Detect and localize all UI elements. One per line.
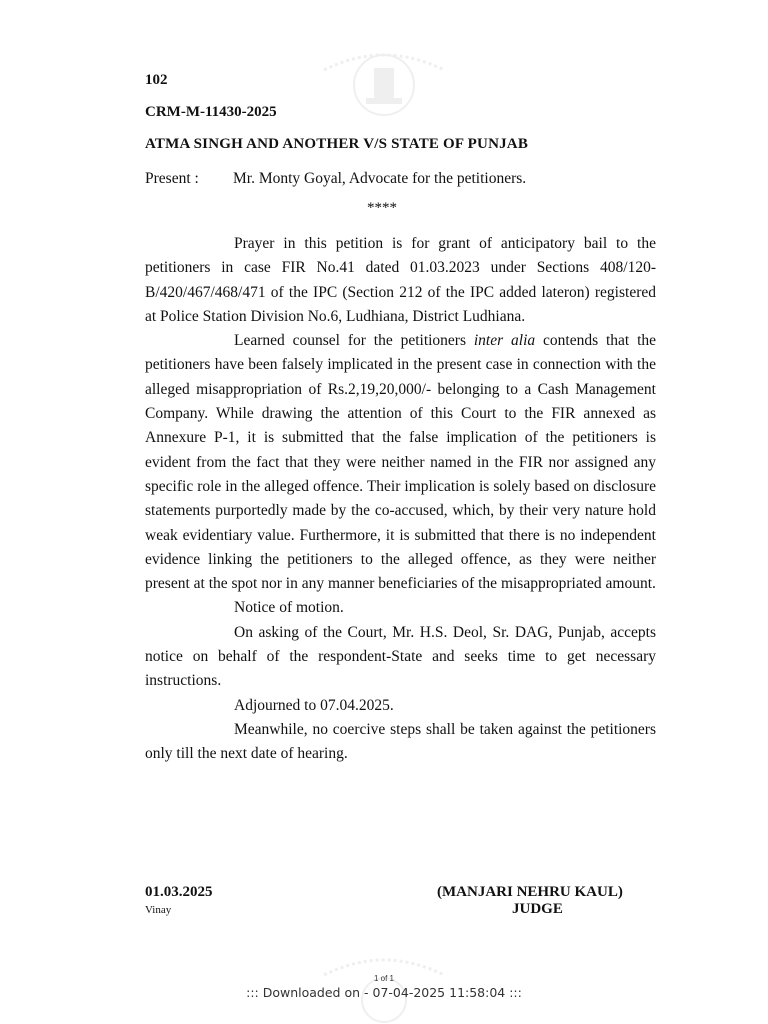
order-date: 01.03.2025 [145, 884, 213, 900]
present-line [145, 170, 526, 188]
paragraph-notice: Notice of motion. [234, 599, 344, 617]
paragraph-interim-order: Meanwhile, no coercive steps shall be taken against the petitioners only till the next date of hearing. [145, 720, 656, 763]
serial-number: 102 [145, 72, 168, 88]
present-label: Present : [145, 170, 199, 187]
case-title: ATMA SINGH AND ANOTHER V/S STATE OF PUNJAB [145, 136, 529, 152]
case-number: CRM-M-11430-2025 [145, 104, 277, 120]
court-emblem-icon [304, 40, 464, 140]
page-count: 1 of 1 [373, 974, 394, 983]
download-stamp: ::: Downloaded on - 07-04-2025 11:58:04 ::: [246, 985, 522, 1000]
paragraph-contentions: Learned counsel for the petitioners inter alia contends that the petitioners have been falsely implicated in the present case in connection with the alleged misappropriation of Rs.2,19,20,000/- belonging to a Cash Management Company. While drawing the attention of this Court to the FIR annexed as Annexure P-1, it is submitted that the false implication of the petitioners is evident from the fact that they were neither named in the FIR nor assigned any specific role in the alleged offence. Their implication is solely based on disclosure statements purportedly made by the co-accused, which, by their very nature hold weak evidentiary value. Furthermore, it is submitted that there is no independent evidence linking the petitioners to the alleged offence, as they were neither present at the spot nor in any manner beneficiaries of the misappropriated amount. [145, 332, 657, 593]
order-body [145, 232, 656, 767]
judge-name: (MANJARI NEHRU KAUL) [437, 884, 623, 900]
clerk-name: Vinay [145, 904, 172, 916]
paragraph-prayer: Prayer in this petition is for grant of anticipatory bail to the petitioners in case FIR No.41 dated 01.03.2023 under Sections 408/120-B/420/467/468/471 of the IPC (Section 212 of the IPC added lateron) registered at Police Station Division No.6, Ludhiana, District Ludhiana. [145, 235, 656, 325]
judge-title: JUDGE [512, 901, 563, 917]
present-text: Mr. Monty Goyal, Advocate for the petitioners. [233, 170, 527, 187]
separator: **** [367, 200, 397, 216]
paragraph-acceptance: On asking of the Court, Mr. H.S. Deol, Sr. DAG, Punjab, accepts notice on behalf of the respondent-State and seeks time to get necessary instructions. [145, 623, 656, 690]
paragraph-adjournment: Adjourned to 07.04.2025. [234, 696, 394, 714]
